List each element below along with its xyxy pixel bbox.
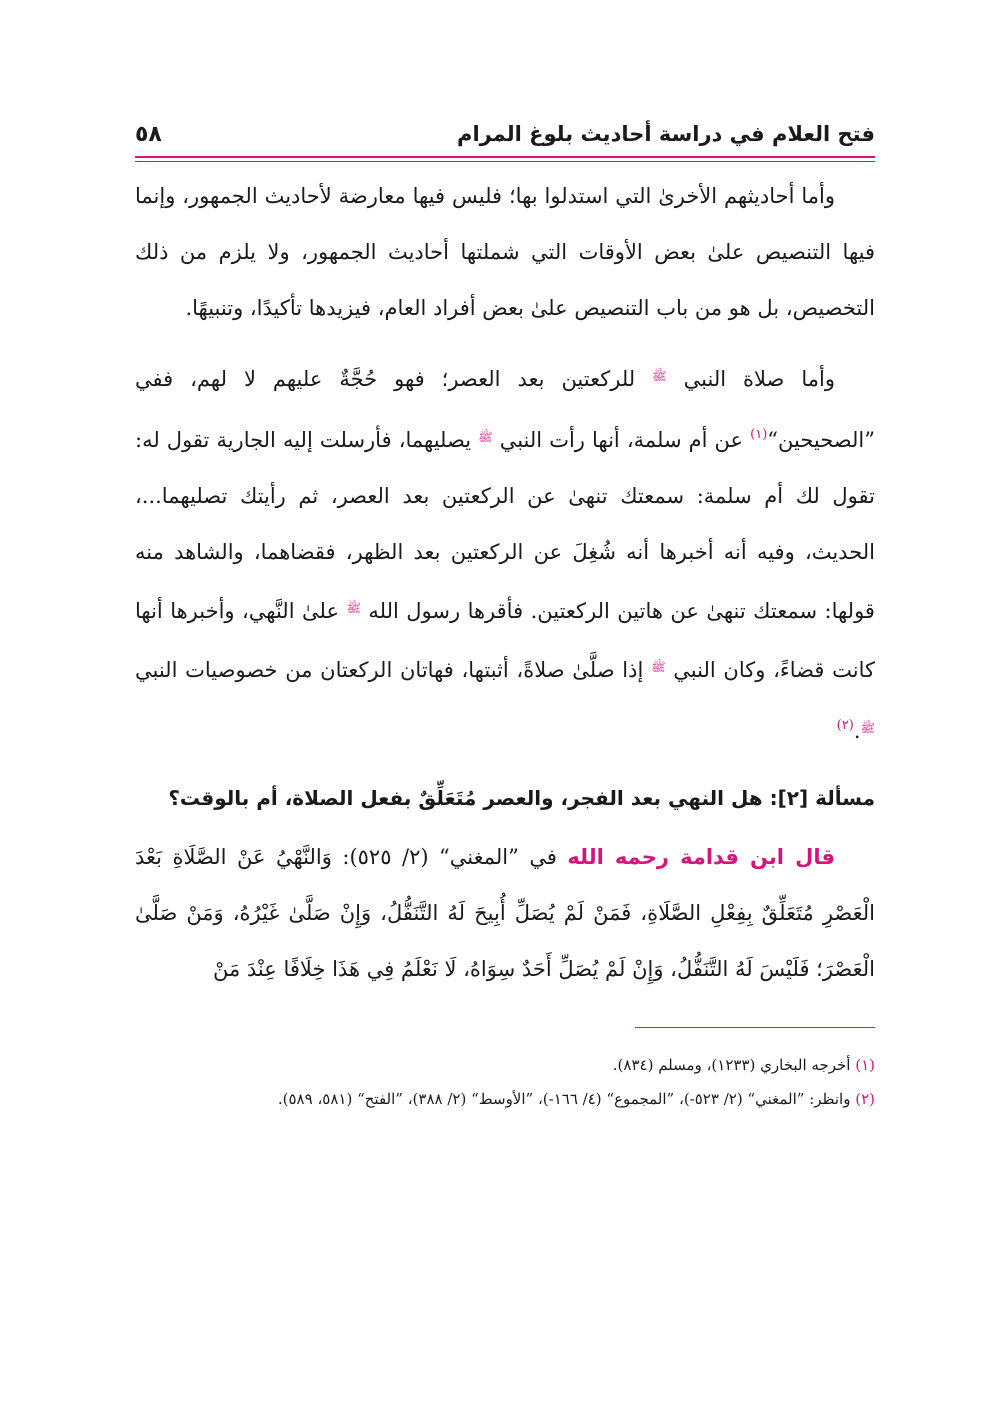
page-number: ٥٨	[135, 122, 162, 147]
salawat-glyph: ﷺ	[346, 601, 361, 615]
paragraph-2-part-d: يصليهما، فأرسلت إليه الجارية تقول له: تقول لك أم سلمة: سمعتك تنهىٰ عن الركعتين بعد العصر، ثم رأيتك تصليهما...، الحديث، وفيه أنه أخبرها أنه شُغِلَ عن الركعتين بعد الظهر، فقضاهما، والشاهد منه قولها: سمعتك تنهىٰ عن هاتين الركعتين. فأقرها رسول الله	[135, 428, 875, 623]
paragraph-2	[135, 348, 875, 759]
running-header	[135, 120, 875, 156]
salawat-glyph: ﷺ	[652, 369, 667, 383]
footnote-2	[135, 1082, 875, 1116]
quote-paragraph	[135, 829, 875, 997]
issue-label: مسألة [٢]:	[769, 786, 875, 810]
paragraph-2-part-c: عن أم سلمة، أنها رأت النبي	[499, 428, 744, 452]
salawat-glyph: ﷺ	[860, 721, 875, 735]
scholar-name: قال ابن قدامة رحمه الله	[567, 845, 835, 869]
paragraph-2-part-g: .	[853, 719, 861, 743]
footnote-ref-1[interactable]: (١)	[750, 427, 768, 442]
salawat-glyph: ﷺ	[651, 660, 666, 674]
footnote-separator	[635, 1027, 875, 1028]
footnote-text: أخرجه البخاري (١٢٣٣)، ومسلم (٨٣٤).	[612, 1056, 851, 1074]
footnote-1	[135, 1048, 875, 1082]
page	[135, 120, 875, 1116]
paragraph-2-part-e: علىٰ النَّهي، وأخبرها أنها كانت قضاءً، وكان النبي	[135, 599, 875, 682]
issue-title: هل النهي بعد الفجر، والعصر مُتَعَلِّقٌ بفعل الصلاة، أم بالوقت؟	[168, 786, 763, 810]
header-rule-thin	[135, 161, 875, 162]
header-rule-thick	[135, 156, 875, 158]
paragraph-2-part-f: إذا صلَّىٰ صلاةً، أثبتها، فهاتان الركعتان من خصوصيات النبي	[135, 658, 644, 682]
footnote-number: (١)	[855, 1056, 875, 1074]
footnote-ref-2[interactable]: (٢)	[836, 718, 854, 733]
quote-text: في ”المغني“ (٢/ ٥٢٥): وَالنَّهْيُ عَنْ الصَّلَاةِ بَعْدَ الْعَصْرِ مُتَعَلِّقٌ بِفِعْلِ الصَّلَاةِ، فَمَنْ لَمْ يُصَلِّ أُبِيحَ لَهُ التَّنَفُّلُ، وَإِنْ صَلَّىٰ غَيْرُهُ، وَمَنْ صَلَّىٰ الْعَصْرَ؛ فَلَيْسَ لَهُ التَّنَفُّلُ، وَإِنْ لَمْ يُصَلِّ أَحَدٌ سِوَاهُ، لَا نَعْلَمُ فِي هَذَا خِلَافًا عِنْدَ مَنْ	[135, 845, 875, 981]
salawat-glyph: ﷺ	[478, 430, 493, 444]
footnote-number: (٢)	[855, 1090, 875, 1108]
paragraph-2-part-b: للركعتين بعد العصر؛ فهو حُجَّةٌ عليهم لا لهم، ففي ”الصحيحين“	[135, 367, 875, 452]
footnote-text: وانظر: ”المغني“ (٢/ ٥٢٣-)، ”المجموع“ (٤/ ١٦٦-)، ”الأوسط“ (٢/ ٣٨٨)، ”الفتح“ (٥٨١، ٥٨٩).	[277, 1090, 851, 1108]
footnotes	[135, 1048, 875, 1116]
paragraph-2-part-a: وأما صلاة النبي	[683, 367, 835, 391]
paragraph-1: وأما أحاديثهم الأخرىٰ التي استدلوا بها؛ فليس فيها معارضة لأحاديث الجمهور، وإنما فيها التنصيص علىٰ بعض الأوقات التي شملتها أحاديث الجمهور، ولا يلزم من ذلك التخصيص، بل هو من باب التنصيص علىٰ بعض أفراد العام، فيزيدها تأكيدًا، وتنبيهًا.	[135, 184, 875, 320]
book-title: فتح العلام في دراسة أحاديث بلوغ المرام	[457, 122, 875, 146]
issue-heading	[135, 775, 875, 821]
